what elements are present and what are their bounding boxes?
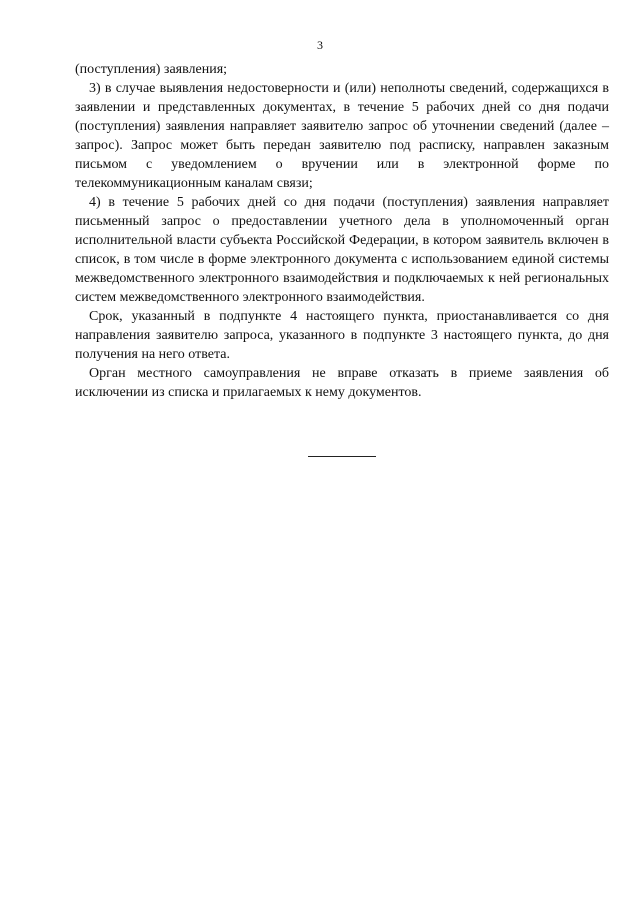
paragraph-subitem-4: 4) в течение 5 рабочих дней со дня подачи (поступления) заявления направляет письменный запрос о предоставлении учетного дела в уполномоченный орган исполнительной власти субъекта Российской Федерации, в котором заявитель включен в список, в том числе в форме электронного документа с использованием единой системы межведомственного электронного взаимодействия и подключаемых к ней региональных систем межведомственного электронного взаимодействия.: [75, 195, 609, 305]
paragraph-subitem-3: 3) в случае выявления недостоверности и (или) неполноты сведений, содержащихся в заявлении и представленных документах, в течение 5 рабочих дней со дня подачи (поступления) заявления направляет заявителю запрос об уточнении сведений (далее – запрос). Запрос может быть передан заявителю под расписку, направлен заказным письмом с уведомлением о вручении или в электронной форме по телекоммуникационным каналам связи;: [75, 81, 609, 191]
paragraph-no-refusal: Орган местного самоуправления не вправе отказать в приеме заявления об исключении из списка и прилагаемых к нему документов.: [75, 366, 609, 400]
paragraph-deadline: Срок, указанный в подпункте 4 настоящего пункта, приостанавливается со дня направления заявителю запроса, указанного в подпункте 3 настоящего пункта, до дня получения на него ответа.: [75, 309, 609, 362]
document-body: [75, 60, 609, 402]
paragraph-continuation: (поступления) заявления;: [75, 62, 228, 77]
end-of-document-rule: [308, 456, 376, 457]
page-number: 3: [317, 38, 323, 52]
